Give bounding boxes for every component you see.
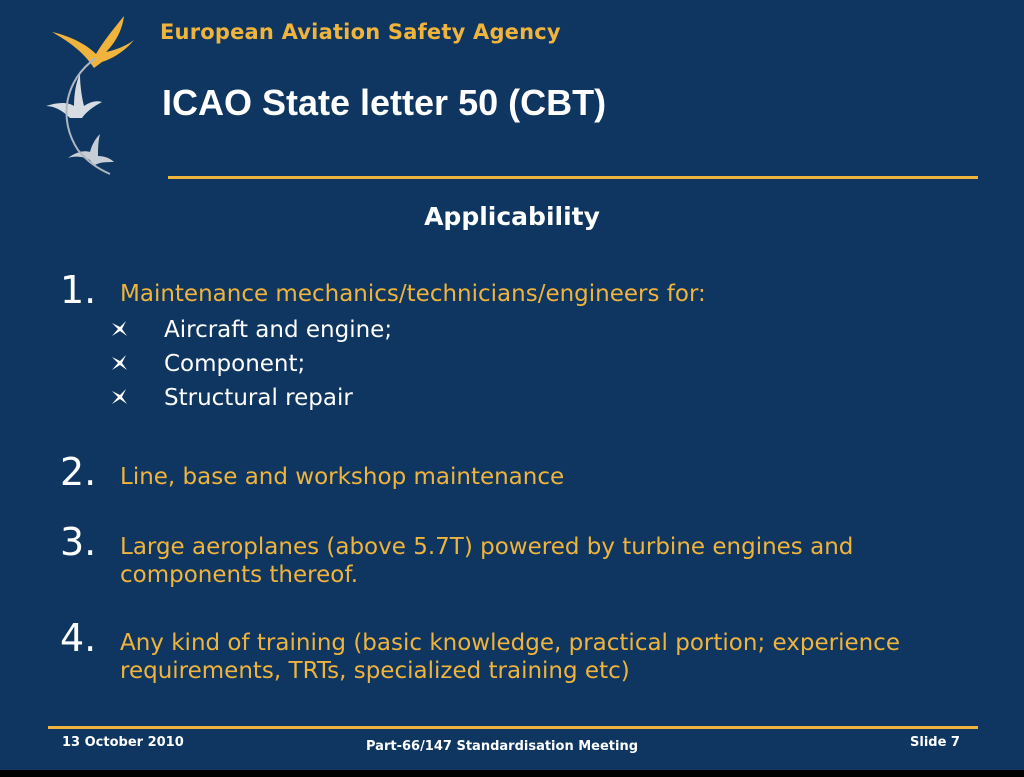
footer-meeting: Part-66/147 Standardisation Meeting bbox=[366, 739, 639, 754]
list-item-text: Any kind of training (basic knowledge, practical portion; experience requirements, TRTs, specialized training etc) bbox=[120, 630, 900, 684]
sub-item-text: Aircraft and engine; bbox=[164, 317, 393, 343]
list-number: 2. bbox=[60, 450, 97, 494]
bird-bullet-icon bbox=[110, 388, 128, 406]
list-number: 1. bbox=[60, 268, 97, 312]
sub-item-text: Structural repair bbox=[164, 385, 353, 411]
footer-slide-number: Slide 7 bbox=[910, 735, 960, 750]
list-item-text: Large aeroplanes (above 5.7T) powered by turbine engines and components thereof. bbox=[120, 534, 854, 588]
bird-bullet-icon bbox=[110, 320, 128, 338]
section-heading: Applicability bbox=[424, 202, 600, 231]
list-item-text: Maintenance mechanics/technicians/engineers for: bbox=[120, 281, 706, 307]
list-item-text: Line, base and workshop maintenance bbox=[120, 464, 565, 490]
footer-date: 13 October 2010 bbox=[62, 735, 184, 750]
slide-title: ICAO State letter 50 (CBT) bbox=[162, 82, 607, 123]
header-divider bbox=[168, 176, 978, 179]
footer-divider bbox=[48, 726, 978, 729]
sub-item-text: Component; bbox=[164, 351, 306, 377]
list-number: 4. bbox=[60, 616, 97, 660]
bird-logo-icon bbox=[44, 10, 144, 185]
list-number: 3. bbox=[60, 520, 97, 564]
bottom-strip bbox=[0, 770, 1024, 777]
bird-bullet-icon bbox=[110, 354, 128, 372]
agency-name: European Aviation Safety Agency bbox=[160, 20, 561, 44]
